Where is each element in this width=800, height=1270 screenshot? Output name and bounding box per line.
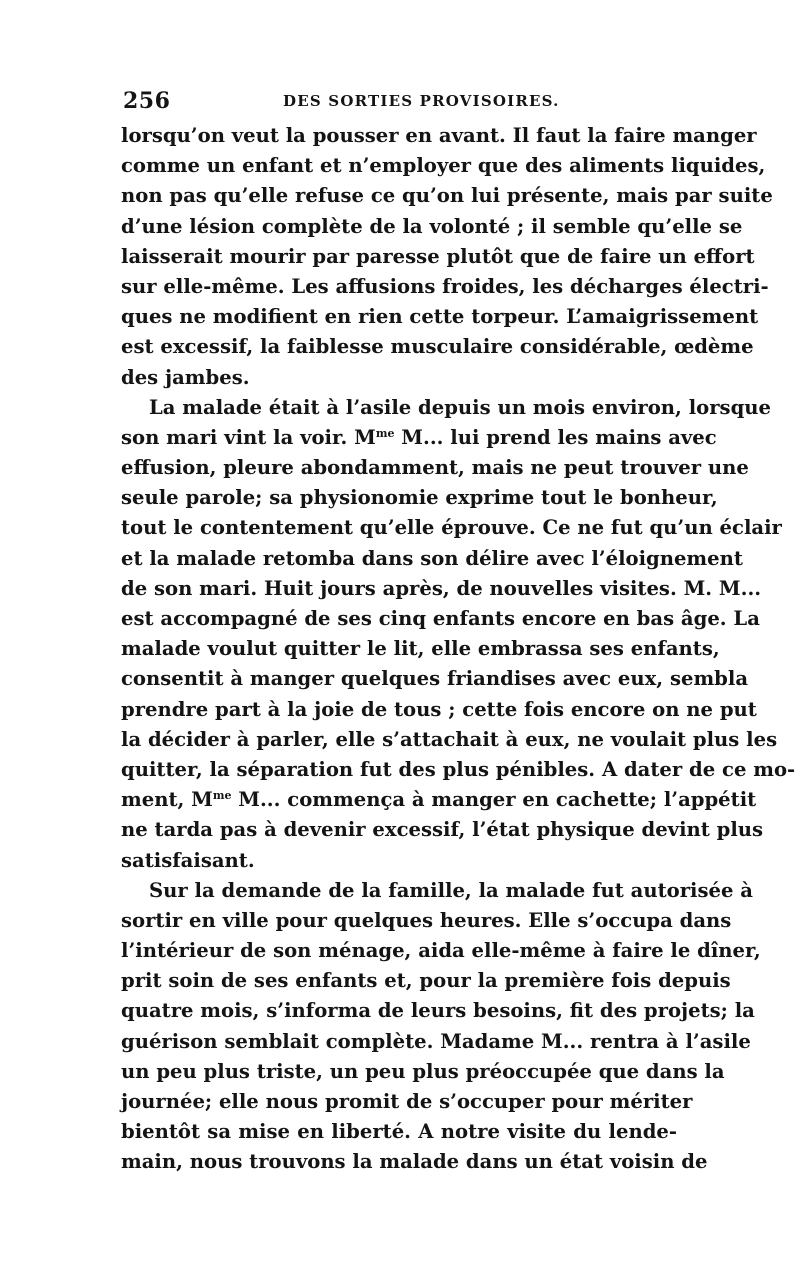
text-line: est accompagné de ses cinq enfants encore en bas âge. La — [121, 607, 760, 630]
text-line: consentit à manger quelques friandises avec eux, sembla — [121, 667, 749, 691]
text-line: ques ne modifient en rien cette torpeur. L’amaigrissement — [121, 305, 759, 329]
text-line: sur elle-même. Les affusions froides, les décharges électri- — [121, 274, 769, 298]
text-line: La malade était à l’asile depuis un mois environ, lorsque — [149, 395, 771, 419]
text-line: malade voulut quitter le lit, elle embrassa ses enfants, — [121, 637, 720, 661]
text-line: journée; elle nous promit de s’occuper pour mériter — [121, 1090, 693, 1113]
text-line: quatre mois, s’informa de leurs besoins, fit des projets; la — [121, 999, 755, 1023]
text-line: ment, $M^{me}$ M... commença à manger en cachette; l’appétit — [121, 788, 757, 812]
text-line: non pas qu’elle refuse ce qu’on lui présente, mais par suite — [121, 184, 773, 208]
text-line: tout le contentement qu’elle éprouve. Ce ne fut qu’un éclair — [121, 516, 782, 540]
text-line: son mari vint la voir. $M^{me}$ M... lui prend les mains avec — [121, 425, 717, 449]
text-line: ne tarda pas à devenir excessif, l’état physique devint plus — [121, 818, 764, 842]
text-line: laisserait mourir par paresse plutôt que de faire un effort — [121, 244, 755, 268]
text-line: comme un enfant et n’employer que des aliments liquides, — [121, 154, 766, 178]
text-line: et la malade retomba dans son délire avec l’éloignement — [121, 546, 743, 570]
text-line: est excessif, la faiblesse musculaire considérable, œdème — [121, 335, 754, 359]
text-line: la décider à parler, elle s’attachait à eux, ne voulait plus les — [121, 727, 778, 751]
text-line: bientôt sa mise en liberté. A notre visite du lende- — [121, 1120, 677, 1144]
page-number: 256 — [123, 88, 171, 114]
text-line: sortir en ville pour quelques heures. Elle s’occupa dans — [121, 908, 732, 932]
running-title: DES SORTIES PROVISOIRES. — [283, 92, 560, 110]
text-line: main, nous trouvons la malade dans un état voisin de — [121, 1150, 708, 1174]
text-line: satisfaisant. — [121, 848, 255, 872]
text-line: l’intérieur de son ménage, aida elle-même à faire le dîner, — [121, 939, 761, 963]
running-head — [123, 88, 678, 118]
text-line: lorsqu’on veut la pousser en avant. Il faut la faire manger — [121, 124, 757, 147]
text-line: des jambes. — [121, 365, 250, 389]
text-line: seule parole; sa physionomie exprime tout le bonheur, — [121, 486, 718, 510]
text-line: d’une lésion complète de la volonté ; il semble qu’elle se — [121, 214, 743, 238]
text-line: effusion, pleure abondamment, mais ne peut trouver une — [121, 456, 749, 480]
text-line: prendre part à la joie de tous ; cette fois encore on ne put — [121, 697, 757, 721]
text-line: guérison semblait complète. Madame M... rentra à l’asile — [121, 1029, 751, 1053]
text-line: Sur la demande de la famille, la malade fut autorisée à — [149, 878, 753, 902]
text-line: quitter, la séparation fut des plus pénibles. A dater de ce mo- — [121, 757, 796, 781]
body-text — [121, 121, 796, 1178]
text-line: prit soin de ses enfants et, pour la première fois depuis — [121, 969, 731, 993]
text-line: de son mari. Huit jours après, de nouvelles visites. M. M... — [121, 576, 762, 600]
text-line: un peu plus triste, un peu plus préoccupée que dans la — [121, 1059, 725, 1083]
